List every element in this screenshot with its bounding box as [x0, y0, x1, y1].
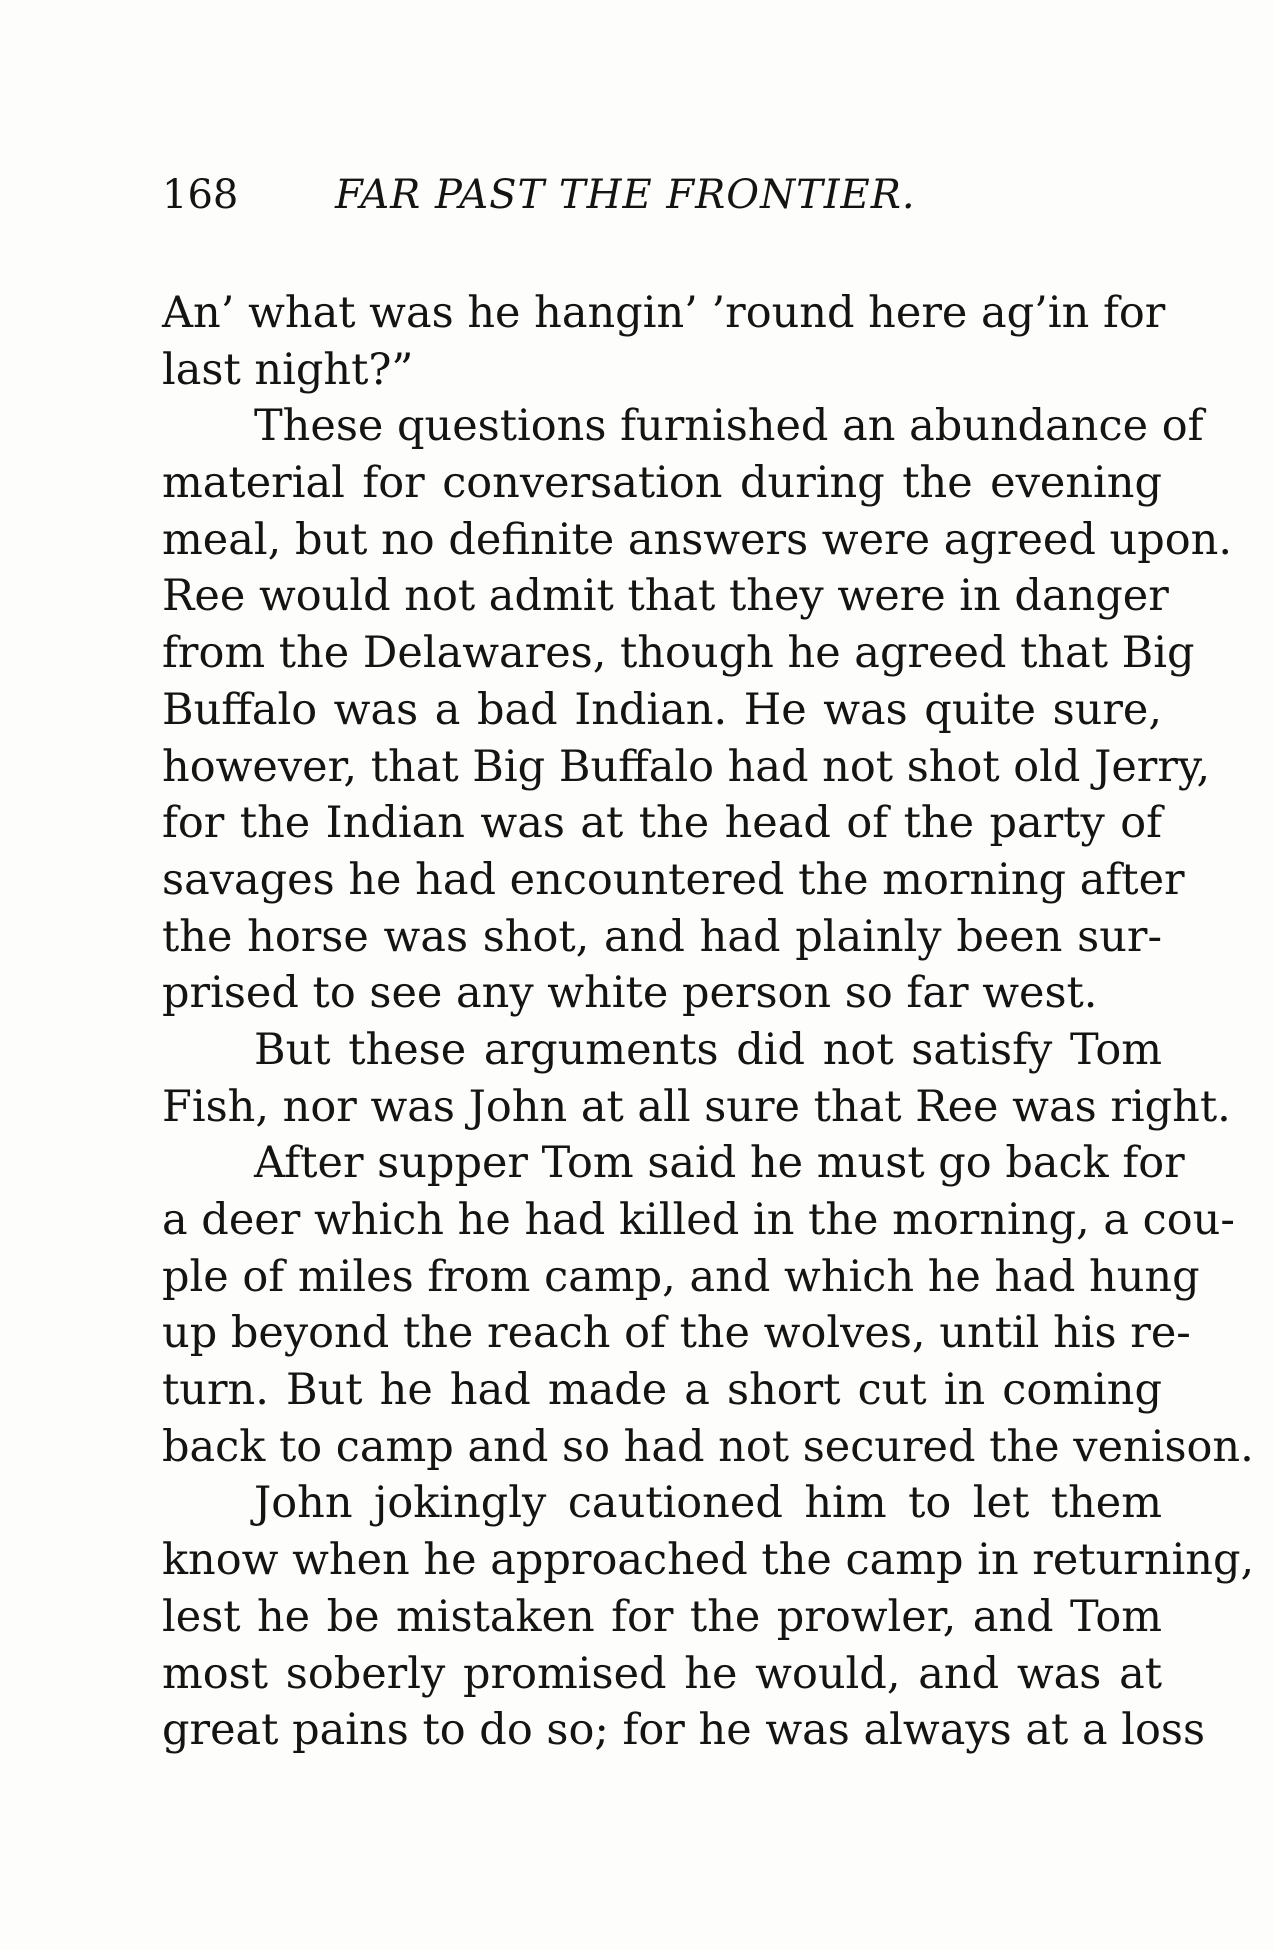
text-line: Ree would not admit that they were in danger [162, 571, 1169, 622]
text-line: John jokingly cautioned him to let them [254, 1478, 1162, 1529]
text-line: the horse was shot, and had plainly been sur- [162, 911, 1162, 962]
text-line: from the Delawares, though he agreed that Big [162, 628, 1195, 679]
page-number: 168 [162, 172, 239, 218]
text-line: a deer which he had killed in the morning, a cou- [162, 1195, 1235, 1245]
text-line: for the Indian was at the head of the party of [162, 798, 1162, 849]
text-line: ple of miles from camp, and which he had hung [162, 1251, 1200, 1302]
text-line: however, that Big Buffalo had not shot old Jerry, [162, 741, 1211, 792]
text-line: After supper Tom said he must go back for [254, 1138, 1185, 1189]
text-line: last night?” [162, 344, 414, 395]
text-line: turn. But he had made a short cut in coming [162, 1365, 1162, 1416]
body-text [162, 285, 1255, 1759]
text-line: Fish, nor was John at all sure that Ree was right. [162, 1081, 1231, 1132]
text-line: great pains to do so; for he was always at a loss [162, 1705, 1206, 1756]
text-line: material for conversation during the evening [162, 458, 1162, 509]
text-line: up beyond the reach of the wolves, until his re- [162, 1308, 1191, 1359]
text-line: know when he approached the camp in returning, [162, 1535, 1255, 1586]
running-title: FAR PAST THE FRONTIER. [335, 172, 916, 218]
text-line: back to camp and so had not secured the venison. [162, 1421, 1254, 1472]
text-line: lest he be mistaken for the prowler, and Tom [162, 1591, 1162, 1642]
text-line: These questions furnished an abundance of [254, 401, 1204, 452]
text-line: But these arguments did not satisfy Tom [254, 1024, 1162, 1075]
text-line: An’ what was he hangin’ ’round here ag’in for [162, 288, 1166, 338]
text-line: Buffalo was a bad Indian. He was quite sure, [162, 684, 1162, 735]
page-header [162, 165, 962, 225]
text-line: meal, but no definite answers were agreed upon. [162, 514, 1233, 565]
text-line: most soberly promised he would, and was at [162, 1648, 1162, 1699]
text-line: prised to see any white person so far west. [162, 968, 1098, 1019]
text-line: savages he had encountered the morning after [162, 854, 1185, 905]
